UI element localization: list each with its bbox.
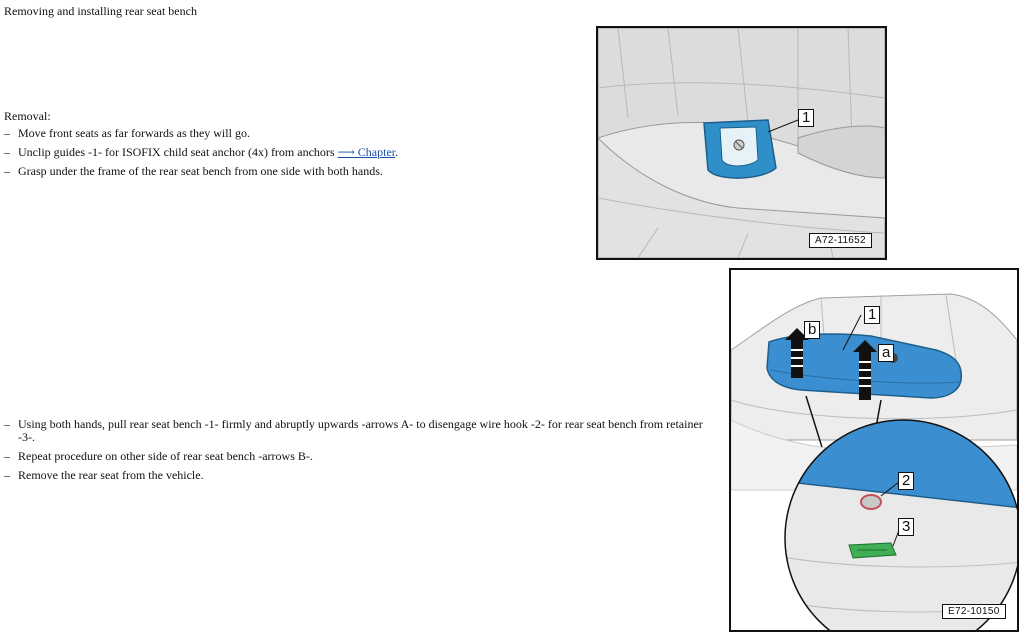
removal-label: Removal:: [4, 109, 51, 123]
callout-a: a: [878, 344, 894, 362]
step-text-end: .: [395, 145, 399, 159]
step-item: [4, 469, 704, 482]
removal-steps-list: [4, 127, 504, 184]
figure-code-label: E72-10150: [942, 604, 1006, 619]
step-item: [4, 127, 504, 140]
step-item: [4, 418, 704, 444]
figure-isofix-illustration: [598, 28, 885, 258]
figure-code-label: A72-11652: [809, 233, 872, 248]
step-item: [4, 450, 704, 463]
page-title: Removing and installing rear seat bench: [4, 4, 197, 18]
step-text: Using both hands, pull rear seat bench -1- firmly and abruptly upwards -arrows A- to disengage wire hook -2- for rear seat bench from retainer -3-.: [18, 417, 703, 444]
step-text: Remove the rear seat from the vehicle.: [18, 468, 204, 482]
callout-b: b: [804, 321, 820, 339]
callout-2: 2: [898, 472, 914, 490]
step-item: [4, 146, 504, 159]
step-item: [4, 165, 504, 178]
step-text: Unclip guides -1- for ISOFIX child seat anchor (4x) from anchors: [18, 145, 338, 159]
callout-3: 3: [898, 518, 914, 536]
figure-isofix-guide: [596, 26, 887, 260]
callout-1: 1: [864, 306, 880, 324]
step-text: Repeat procedure on other side of rear seat bench -arrows B-.: [18, 449, 313, 463]
callout-1: 1: [798, 109, 814, 127]
chapter-link[interactable]: ⟶ Chapter: [337, 145, 396, 159]
step-text: Move front seats as far forwards as they will go.: [18, 126, 250, 140]
removal-steps-list-2: [4, 418, 704, 488]
step-text: Grasp under the frame of the rear seat bench from one side with both hands.: [18, 164, 383, 178]
figure-seat-bench-illustration: [731, 270, 1017, 630]
figure-rear-seat-bench: [729, 268, 1019, 632]
